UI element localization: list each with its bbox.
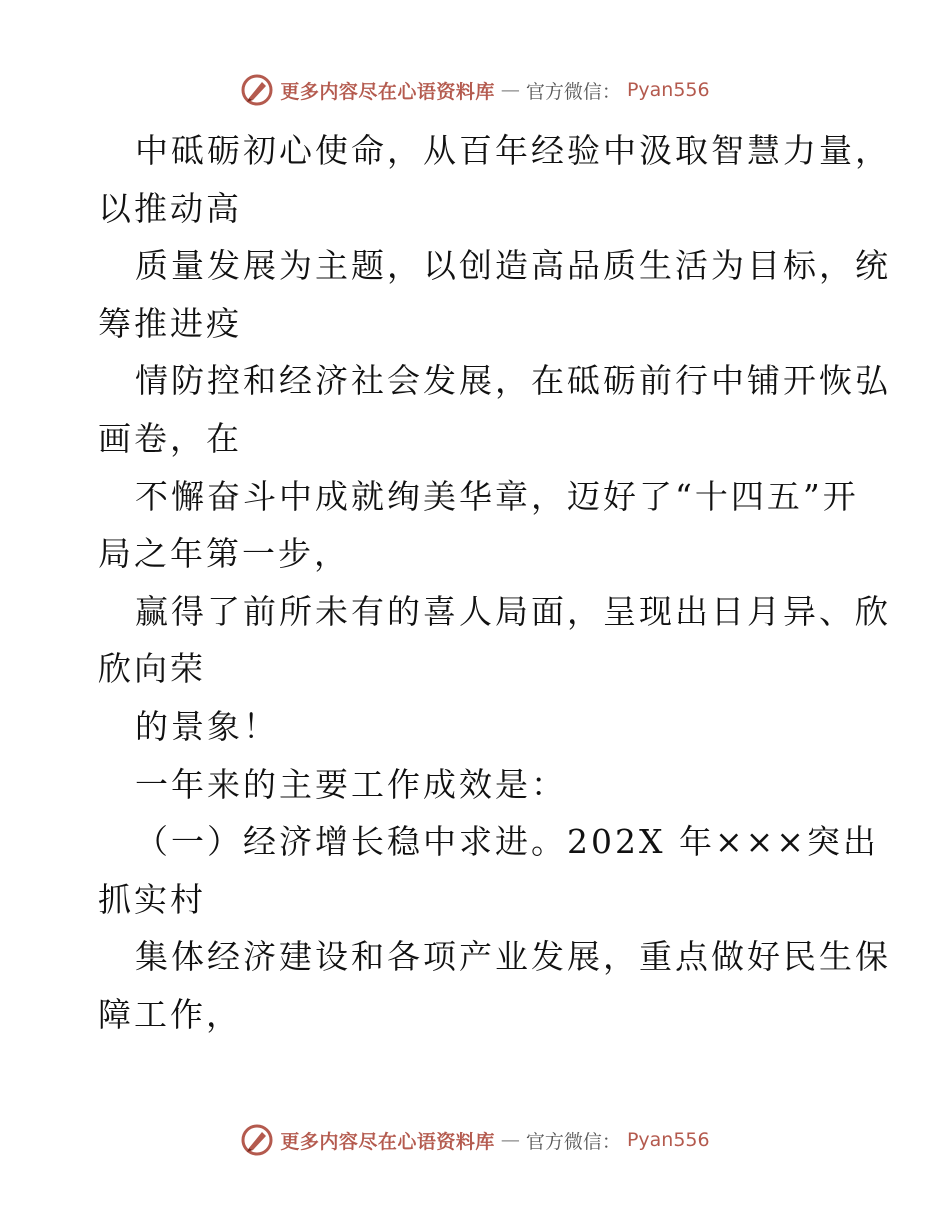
text-line: 不懈奋斗中成就绚美华章，迈好了“十四五”开 xyxy=(135,476,859,516)
header-banner xyxy=(0,70,950,110)
text-line: 欣向荣 xyxy=(98,649,206,689)
footer-separator: — xyxy=(500,1129,520,1151)
text-line: 筹推进疫 xyxy=(98,303,242,343)
body-text xyxy=(98,122,891,1044)
text-line: 质量发展为主题，以创造高品质生活为目标，统 xyxy=(135,246,891,286)
text-line: 赢得了前所未有的喜人局面，呈现出日月异、欣 xyxy=(135,591,891,631)
text-line: 局之年第一步， xyxy=(98,534,350,574)
header-banner-content xyxy=(240,73,709,107)
text-line: 集体经济建设和各项产业发展，重点做好民生保 xyxy=(135,937,891,977)
footer-site-name: 更多内容尽在心语资料库 xyxy=(280,1130,495,1153)
text-line: 中砥砺初心使命，从百年经验中汲取智慧力量， xyxy=(135,131,891,170)
text-line: 障工作， xyxy=(98,994,242,1034)
header-wechat-id: Pyan556 xyxy=(626,79,710,101)
footer-wechat-label: 官方微信： xyxy=(525,1130,621,1153)
text-line: 抓实村 xyxy=(98,879,206,919)
header-separator: — xyxy=(500,79,520,101)
footer-banner-content xyxy=(240,1123,709,1157)
text-line: 画卷，在 xyxy=(98,418,242,458)
header-site-name: 更多内容尽在心语资料库 xyxy=(280,80,495,103)
text-line: 的景象！ xyxy=(135,706,279,746)
footer-wechat-id: Pyan556 xyxy=(626,1129,710,1151)
pen-logo-icon xyxy=(240,73,274,107)
header-wechat-label: 官方微信： xyxy=(525,80,621,103)
text-line: 以推动高 xyxy=(98,188,242,228)
footer-banner xyxy=(0,1120,950,1160)
text-line: 一年来的主要工作成效是： xyxy=(135,764,567,804)
text-line: 情防控和经济社会发展，在砥砺前行中铺开恢弘 xyxy=(135,361,891,401)
text-line: （一）经济增长稳中求进。202X 年×××突出 xyxy=(135,822,879,862)
pen-logo-icon xyxy=(240,1123,274,1157)
